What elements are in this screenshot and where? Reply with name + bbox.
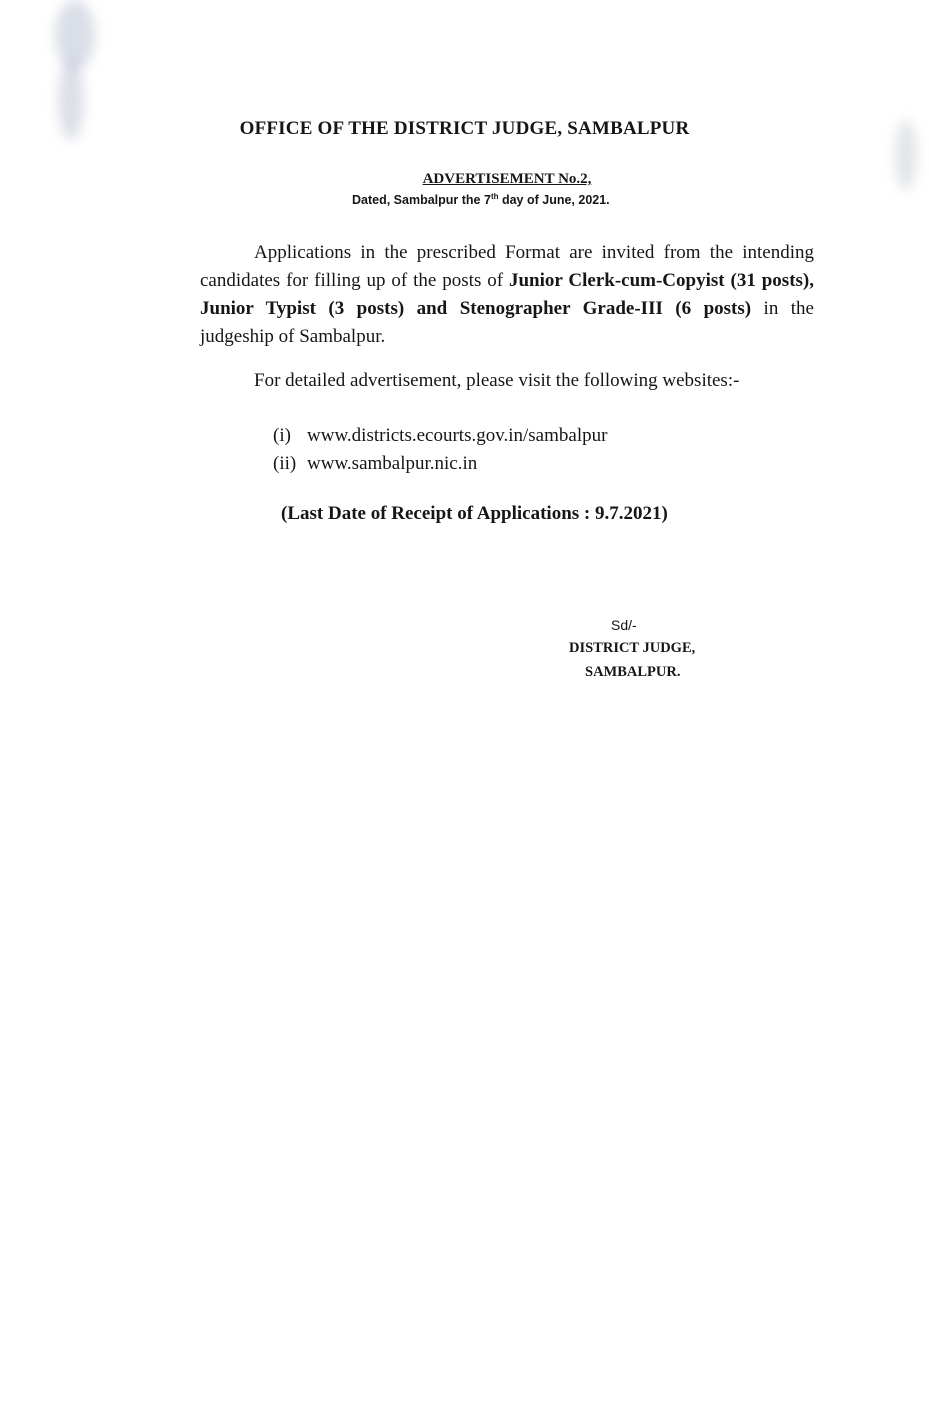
visit-instruction: For detailed advertisement, please visit the following websites:- (254, 370, 740, 391)
scan-smudge (55, 0, 95, 70)
dated-prefix: Dated, Sambalpur the 7 (352, 193, 491, 207)
last-date: (Last Date of Receipt of Applications : 9.7.2021) (281, 503, 668, 524)
website-number: (ii) (273, 453, 297, 474)
paragraph-intro: Applications in the prescribed Format are invited from the intending candidates for filling up of the posts of (200, 242, 814, 291)
website-item (273, 453, 477, 475)
website-url: www.sambalpur.nic.in (307, 453, 478, 474)
website-item (273, 425, 607, 447)
website-number: (i) (273, 425, 291, 446)
dated-superscript: th (490, 191, 499, 201)
signatory-title: DISTRICT JUDGE, (569, 640, 696, 656)
paragraph-posts: Junior Clerk-cum-Copyist (31 posts), Junior Typist (3 posts) and Stenographer Grade-III (6 posts) (200, 270, 814, 319)
paragraph-outro: in the judgeship of Sambalpur. (200, 298, 814, 347)
dated-line (352, 193, 610, 207)
dated-suffix: day of June, 2021. (498, 193, 610, 207)
signature-sd: Sd/- (611, 617, 637, 633)
signatory-place: SAMBALPUR. (585, 664, 681, 680)
main-paragraph (200, 239, 814, 351)
office-title: OFFICE OF THE DISTRICT JUDGE, SAMBALPUR (239, 118, 690, 139)
website-url: www.districts.ecourts.gov.in/sambalpur (307, 425, 608, 446)
advertisement-number: ADVERTISEMENT No.2, (422, 171, 592, 187)
